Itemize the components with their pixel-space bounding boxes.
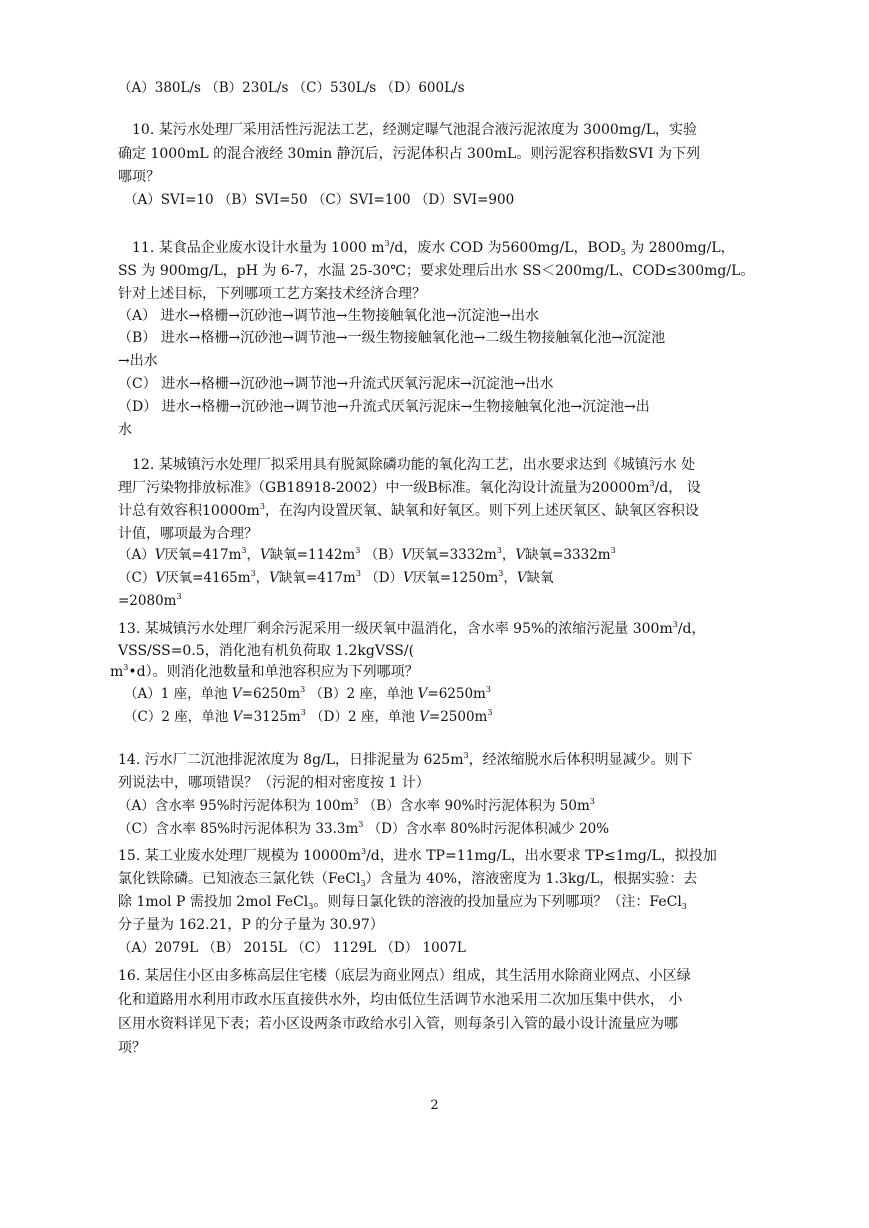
superscript: 3: [355, 569, 361, 578]
text-run: 针对上述目标，下列哪项工艺方案技术经济合理？: [118, 286, 426, 302]
text-run: 厌氧=1250m: [412, 570, 499, 586]
text-run: 缺氧=1142m: [269, 547, 356, 563]
question-text-line: [118, 328, 665, 348]
text-run: 项？: [118, 1040, 146, 1056]
text-run: /d， 设: [654, 480, 701, 496]
answer-options-line: [118, 938, 466, 958]
question-text-line: [118, 167, 160, 187]
superscript: 3: [241, 546, 247, 555]
text-run: =6250m: [427, 686, 486, 702]
answer-options-line: [118, 796, 595, 816]
text-run: （B）含水率 90%时污泥体积为 50m: [358, 798, 590, 814]
text-run: 。则每日氯化铁的溶液的投加量应为下列哪项？（注：FeCl: [313, 894, 682, 910]
text-run: （A）SVI=10 （B）SVI=50 （C）SVI=100 （D）SVI=900: [124, 192, 515, 208]
superscript: 3: [353, 797, 359, 806]
text-run: （C）: [118, 570, 156, 586]
text-run: （C）含水率 85%时污泥体积为 33.3m: [118, 821, 359, 837]
subscript: 5: [620, 248, 626, 257]
text-run: V: [154, 547, 165, 563]
question-text-line: [118, 397, 650, 417]
text-run: ，: [255, 570, 270, 586]
text-run: ）含量为 40%，溶液密度为 1.3kg/L，根据实验：去: [365, 871, 698, 887]
text-run: V: [232, 709, 243, 725]
question-text-line: [118, 524, 258, 544]
text-run: V: [269, 570, 279, 586]
text-run: V: [417, 686, 428, 702]
superscript: 3: [250, 569, 256, 578]
superscript: 3: [463, 751, 469, 760]
text-run: 分子量为 162.21，P 的分子量为 30.97）: [118, 917, 384, 933]
question-text-line: [118, 990, 682, 1010]
question-text-line: [118, 1014, 678, 1034]
text-run: （D）: [360, 570, 404, 586]
question-text-line: [118, 1038, 146, 1058]
text-run: V: [259, 547, 270, 563]
text-run: m: [110, 664, 124, 680]
text-run: 12. 某城镇污水处理厂拟采用具有脱氮除磷功能的氧化沟工艺，出水要求达到《城镇污水 处: [132, 457, 696, 473]
superscript: 3: [355, 546, 361, 555]
text-run: （A） 进水→格栅→沉砂池→调节池→生物接触氧化池→沉淀池→出水: [118, 308, 539, 324]
text-run: V: [155, 570, 166, 586]
text-run: （A）: [118, 547, 155, 563]
question-text-line: [118, 420, 132, 440]
text-run: 水: [118, 422, 132, 438]
text-run: 11. 某食品企业废水设计水量为 1000 m: [132, 240, 385, 256]
superscript: 3: [360, 847, 367, 856]
subscript: 3: [681, 902, 687, 911]
text-run: （D）2 座，单池: [305, 709, 420, 725]
superscript: 3: [259, 502, 265, 511]
text-run: （B）: [360, 547, 402, 563]
question-text-line: [118, 619, 706, 639]
question-text-line: [118, 773, 430, 793]
question-text-line: [110, 662, 419, 682]
text-run: （C） 进水→格栅→沉砂池→调节池→升流式厌氧污泥床→沉淀池→出水: [118, 376, 554, 392]
text-run: 理厂污染物排放标准》（GB18918-2002）中一级B标准。氧化沟设计流量为20000m: [118, 480, 650, 496]
superscript: 3: [485, 685, 491, 694]
text-run: 15. 某工业废水处理厂规模为 10000m: [118, 848, 361, 864]
text-run: 缺氧=3332m: [525, 547, 611, 563]
question-text-line: [132, 455, 695, 475]
question-text-line: [118, 374, 554, 394]
text-run: 厌氧=3332m: [411, 547, 497, 563]
subscript: 3: [360, 879, 366, 888]
answer-options-line: [118, 819, 609, 839]
text-run: 计值，哪项最为合理？: [118, 526, 258, 542]
superscript: 3: [496, 546, 502, 555]
text-run: 缺氧: [526, 570, 554, 586]
text-run: 哪项？: [118, 169, 160, 185]
text-run: ，: [503, 570, 517, 586]
question-text-line: [118, 869, 697, 889]
text-run: 10. 某污水处理厂采用活性污泥法工艺，经测定曝气池混合液污泥浓度为 3000mg/L，实验: [132, 122, 698, 138]
text-run: 为 2800mg/L，: [625, 240, 735, 256]
answer-options-line: [118, 545, 616, 565]
text-run: （C）2 座，单池: [124, 709, 233, 725]
superscript: 3: [176, 592, 182, 601]
question-text-line: [118, 892, 687, 912]
text-run: （A）1 座，单池: [124, 686, 232, 702]
text-run: 16. 某居住小区由多栋高层住宅楼（底层为商业网点）组成，其生活用水除商业网点、小区绿: [118, 968, 691, 984]
text-run: /d，废水 COD 为5600mg/L，BOD: [389, 240, 621, 256]
text-run: ，经浓缩脱水后体积明显减少。则下: [468, 752, 693, 768]
question-text-line: [132, 238, 735, 258]
text-run: 厌氧=417m: [164, 547, 242, 563]
superscript: 3: [384, 239, 390, 248]
text-run: 列说法中，哪项错误？（污泥的相对密度按 1 计）: [118, 775, 430, 791]
text-run: =6250m: [241, 686, 301, 702]
text-run: 14. 污水厂二沉池排泥浓度为 8g/L，日排泥量为 625m: [118, 752, 464, 768]
text-run: 除 1mol P 需投加 2mol FeCl: [118, 894, 309, 910]
question-text-line: [118, 846, 717, 866]
text-run: V: [516, 570, 527, 586]
superscript: 3: [649, 479, 655, 488]
question-text-line: [118, 641, 414, 661]
superscript: 3: [487, 708, 493, 717]
question-text-line: [118, 966, 691, 986]
answer-options-line: [118, 568, 554, 588]
text-run: 区用水资料详见下表；若小区设两条市政给水引入管，则每条引入管的最小设计流量应为哪: [118, 1016, 678, 1032]
answer-options-line: [118, 591, 182, 611]
text-run: =2080m: [118, 593, 177, 609]
text-run: =3125m: [242, 709, 301, 725]
text-run: /d，: [677, 621, 706, 637]
superscript: 3: [300, 708, 306, 717]
text-run: 厌氧=4165m: [165, 570, 251, 586]
page-number: 2: [430, 1098, 439, 1113]
question-text-line: [118, 750, 693, 770]
answer-options-line: [124, 707, 492, 727]
text-run: •d）。则消化池数量和单池容积应为下列哪项？: [128, 664, 419, 680]
text-run: 确定 1000mL 的混合液经 30min 静沉后，污泥体积占 300mL。则污泥容积指数SVI 为下列: [118, 146, 701, 162]
text-run: （D）含水率 80%时污泥体积减少 20%: [363, 821, 610, 837]
text-run: （A）含水率 95%时污泥体积为 100m: [118, 798, 354, 814]
question-text-line: [118, 351, 158, 371]
text-run: 化和道路用水利用市政水压直接供水外，均由低位生活调节水池采用二次加压集中供水， 小: [118, 992, 683, 1008]
answer-options-line: [118, 78, 465, 98]
text-run: →出水: [118, 353, 158, 369]
text-run: V: [403, 570, 413, 586]
text-run: 计总有效容积10000m: [118, 503, 260, 519]
question-text-line: [118, 915, 384, 935]
text-run: ，: [246, 547, 260, 563]
text-run: （A）380L/s （B）230L/s （C）530L/s （D）600L/s: [118, 80, 465, 96]
question-text-line: [118, 306, 539, 326]
text-run: ，在沟内设置厌氧、缺氧和好氧区。则下列上述厌氧区、缺氧区容积设: [264, 503, 699, 519]
text-run: ，: [501, 547, 516, 563]
superscript: 3: [300, 685, 306, 694]
question-text-line: [118, 261, 754, 281]
text-run: =2500m: [428, 709, 488, 725]
superscript: 3: [123, 663, 129, 672]
subscript: 3: [308, 902, 314, 911]
question-text-line: [132, 120, 697, 140]
answer-options-line: [124, 684, 491, 704]
superscript: 3: [672, 620, 678, 629]
superscript: 3: [498, 569, 504, 578]
question-text-line: [118, 478, 701, 498]
question-text-line: [118, 501, 699, 521]
text-run: 氯化铁除磷。已知液态三氯化铁（FeCl: [118, 871, 361, 887]
superscript: 3: [589, 797, 595, 806]
text-run: /d，进水 TP=11mg/L，出水要求 TP≤1mg/L，拟投加: [366, 848, 717, 864]
text-run: （D） 进水→格栅→沉砂池→调节池→升流式厌氧污泥床→生物接触氧化池→沉淀池→出: [118, 399, 650, 415]
text-run: 13. 某城镇污水处理厂剩余污泥采用一级厌氧中温消化，含水率 95%的浓缩污泥量 300m: [118, 621, 673, 637]
text-run: （B） 进水→格栅→沉砂池→调节池→一级生物接触氧化池→二级生物接触氧化池→沉淀池: [118, 330, 666, 346]
text-run: 缺氧=417m: [278, 570, 356, 586]
text-run: V: [515, 547, 526, 563]
text-run: （A）2079L （B） 2015L （C） 1129L （D） 1007L: [118, 940, 466, 956]
text-run: V: [401, 547, 412, 563]
question-text-line: [118, 284, 426, 304]
superscript: 3: [358, 820, 364, 829]
answer-options-line: [124, 190, 514, 210]
question-text-line: [118, 144, 700, 164]
text-run: VSS/SS=0.5，消化池有机负荷取 1.2kgVSS/(: [118, 643, 415, 659]
text-run: （B）2 座，单池: [305, 686, 418, 702]
text-run: SS 为 900mg/L，pH 为 6-7，水温 25-30℃；要求处理后出水 SS＜200mg/L、COD≤300mg/L。: [118, 263, 755, 279]
superscript: 3: [610, 546, 616, 555]
text-run: V: [231, 686, 242, 702]
text-run: V: [419, 709, 429, 725]
